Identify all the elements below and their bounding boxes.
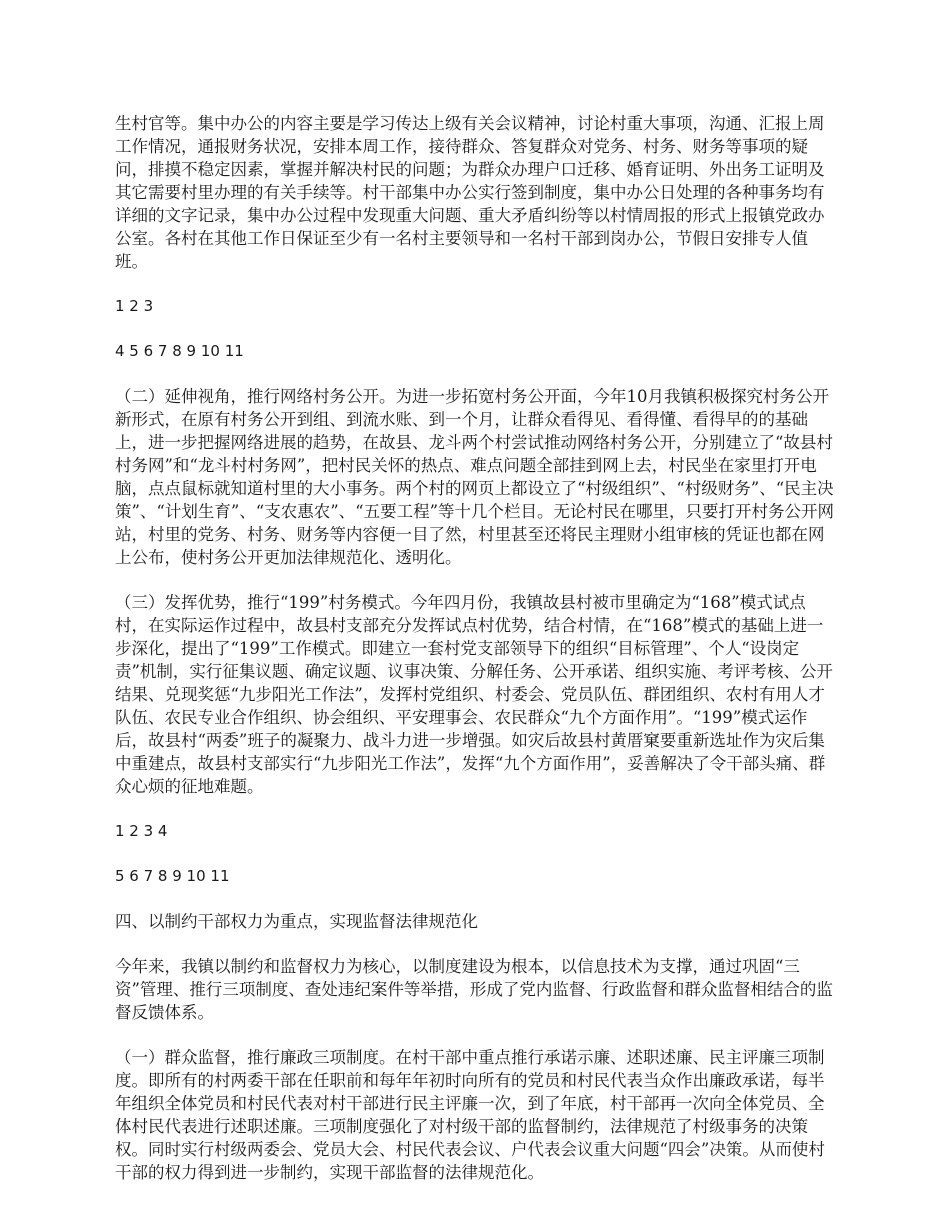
page-numbers-line: 1 2 3: [115, 297, 154, 315]
page-numbers-line: 5 6 7 8 9 10 11: [115, 867, 230, 885]
paragraph-network-village-affairs: （二）延伸视角，推行网络村务公开。为进一步拓宽村务公开面，今年10月我镇积极探究村务公开新形式，在原有村务公开到组、到流水账、到一个月，让群众看得见、看得懂、看得早的的基础上，进一步把握网络进展的趋势，在故县、龙斗两个村尝试推动网络村务公开，分别建立了“故县村村务网”和“龙斗村村务网”，把村民关怀的热点、难点问题全部挂到网上去，村民坐在家里打开电脑，点点鼠标就知道村里的大小事务。两个村的网页上都设立了“村级组织”、“村级财务”、“民主决策”、“计划生育”、“支农惠农”、“五要工程”等十几个栏目。无论村民在哪里，只要打开村务公开网站，村里的党务、村务、财务等内容便一目了然，村里甚至还将民主理财小组审核的凭证也都在网上公布，使村务公开更加法律规范化、透明化。: [115, 387, 835, 567]
section-heading: 四、以制约干部权力为重点，实现监督法律规范化: [115, 912, 478, 931]
page-numbers-line: 1 2 3 4: [115, 822, 168, 840]
paragraph-199-mode: （三）发挥优势，推行“199”村务模式。今年四月份，我镇故县村被市里确定为“168”模式试点村，在实际运作过程中，故县村支部充分发挥试点村优势，结合村情，在“168”模式的基础上进一步深化，提出了“199”工作模式。即建立一套村党支部领导下的组织“目标管理”、个人“设岗定责”机制，实行征集议题、确定议题、议事决策、分解任务、公开承诺、组织实施、考评考核、公开结果、兑现奖惩“九步阳光工作法”，发挥村党组织、村委会、党员队伍、群团组织、农村有用人才队伍、农民专业合作组织、协会组织、平安理事会、农民群众“九个方面作用”。“199”模式运作后，故县村“两委”班子的凝聚力、战斗力进一步增强。如灾后故县村黄厝窠要重新选址作为灾后集中重建点，故县村支部实行“九步阳光工作法”，发挥“九个方面作用”，妥善解决了令干部头痛、群众心烦的征地难题。: [115, 593, 833, 796]
paragraph-mass-supervision: （一）群众监督，推行廉政三项制度。在村干部中重点推行承诺示廉、述职述廉、民主评廉三项制度。即所有的村两委干部在任职前和每年年初时向所有的党员和村民代表当众作出廉政承诺，每半年组织全体党员和村民代表对村干部进行民主评廉一次，到了年底，村干部再一次向全体党员、全体村民代表进行述职述廉。三项制度强化了对村级干部的监督制约，法律规范了村级事务的决策权。同时实行村级两委会、党员大会、村民代表会议、户代表会议重大问题“四会”决策。从而使村干部的权力得到进一步制约，实现干部监督的法律规范化。: [115, 1048, 825, 1182]
paragraph-supervision-system: 今年来，我镇以制约和监督权力为核心，以制度建设为根本，以信息技术为支撑，通过巩固“三资”管理、推行三项制度、查处违纪案件等举措，形成了党内监督、行政监督和群众监督相结合的监督反馈体系。: [115, 957, 833, 1022]
page-numbers-line: 4 5 6 7 8 9 10 11: [115, 342, 244, 360]
document-body: [115, 112, 837, 1206]
paragraph-concentrated-office: 生村官等。集中办公的内容主要是学习传达上级有关会议精神，讨论村重大事项，沟通、汇报上周工作情况，通报财务状况，安排本周工作，接待群众、答复群众对党务、村务、财务等事项的疑问，排摸不稳定因素，掌握并解决村民的问题；为群众办理户口迁移、婚育证明、外出务工证明及其它需要村里办理的有关手续等。村干部集中办公实行签到制度，集中办公日处理的各种事务均有详细的文字记录，集中办公过程中发现重大问题、重大矛盾纠纷等以村情周报的形式上报镇党政办公室。各村在其他工作日保证至少有一名村主要领导和一名村干部到岗办公，节假日安排专人值班。: [115, 114, 825, 271]
